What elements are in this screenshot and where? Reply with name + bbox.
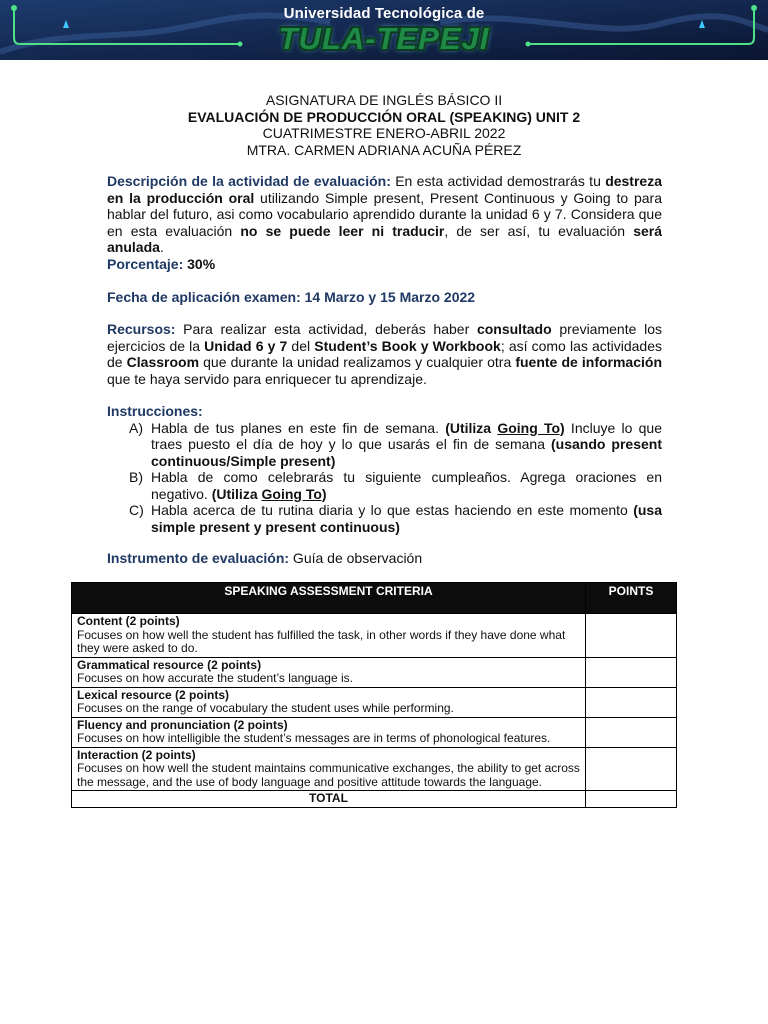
- text: ; así como las actividades de: [107, 337, 663, 370]
- text: Classroom: [126, 354, 200, 370]
- list-marker: B): [129, 469, 143, 485]
- criteria-header: SPEAKING ASSESSMENT CRITERIA: [72, 583, 586, 614]
- criteria-description: Focuses on how accurate the student’s language is.: [77, 671, 353, 685]
- text: Going To): [497, 419, 565, 436]
- criteria-name: Grammatical resource (2 points): [77, 657, 262, 672]
- instructions-label: Instrucciones:: [107, 403, 203, 419]
- text: Incluye lo que traes puesto el día de hoy y lo que usarás el fin de semana: [151, 419, 662, 452]
- list-item: [107, 502, 662, 535]
- instrument-value: Guía de observación: [289, 550, 423, 566]
- text: utilizando Simple present, Present Continuous y Going to para hablar del futuro, asi como vocabulario aprendido durante la unidad 6 y 7. Considera que en esta evaluación: [107, 189, 662, 239]
- teacher-line: MTRA. CARMEN ADRIANA ACUÑA PÉREZ: [246, 141, 522, 158]
- text: no se puede leer ni traducir: [240, 222, 445, 239]
- text: consultado: [476, 321, 552, 337]
- table-row: [72, 747, 677, 791]
- university-logo-text: TULA-TEPEJI: [278, 21, 490, 56]
- document-header: [0, 92, 768, 158]
- text: Habla acerca de tu rutina diaria y lo que estas haciendo en este momento: [151, 502, 634, 518]
- criteria-name: Interaction (2 points): [77, 747, 196, 762]
- description-paragraph: [107, 173, 662, 256]
- criteria-description: Focuses on how well the student has fulfilled the task, in other words if they have done what they were asked to do.: [77, 627, 566, 655]
- text: Going To): [261, 485, 327, 502]
- points-cell[interactable]: [586, 747, 677, 791]
- text: del: [287, 337, 315, 354]
- percentage-value: 30%: [183, 256, 216, 272]
- criteria-cell: [72, 657, 586, 687]
- points-cell[interactable]: [586, 614, 677, 658]
- points-header: POINTS: [586, 583, 677, 614]
- list-item: [107, 420, 662, 470]
- total-points-cell[interactable]: [586, 791, 677, 808]
- table-row: [72, 657, 677, 687]
- table-row: [72, 717, 677, 747]
- criteria-description: Focuses on how intelligible the student’s messages are in terms of phonological features.: [77, 731, 551, 745]
- instrument-label: Instrumento de evaluación:: [107, 550, 290, 566]
- percentage-label: Porcentaje:: [107, 256, 184, 272]
- text: .: [159, 239, 164, 255]
- table-header-row: [72, 583, 677, 614]
- points-cell[interactable]: [586, 717, 677, 747]
- text: Habla de tus planes en este fin de semana.: [151, 419, 446, 436]
- text: Student’s Book y Workbook: [314, 337, 501, 354]
- university-name: Universidad Tecnológica de: [283, 5, 485, 22]
- term-line: CUATRIMESTRE ENERO-ABRIL 2022: [262, 125, 506, 141]
- text: que te haya servido para enriquecer tu aprendizaje.: [107, 370, 427, 387]
- university-banner: [0, 0, 768, 60]
- text: previamente los ejercicios de la: [107, 321, 662, 354]
- criteria-cell: [72, 614, 586, 658]
- criteria-cell: [72, 747, 586, 791]
- text: Unidad 6 y 7: [204, 337, 288, 354]
- description-label: Descripción de la actividad de evaluación:: [107, 173, 391, 189]
- text: (usando present continuous/Simple present): [151, 436, 662, 469]
- subject-line: ASIGNATURA DE INGLÉS BÁSICO II: [265, 92, 503, 108]
- table-total-row: [72, 791, 677, 808]
- criteria-name: Lexical resource (2 points): [77, 687, 230, 702]
- list-item: [107, 469, 662, 502]
- text: En esta actividad demostrarás tu: [390, 173, 606, 189]
- criteria-name: Content (2 points): [77, 614, 180, 628]
- instrument-line: [107, 550, 662, 567]
- text: (usa simple present y present continuous): [151, 502, 662, 535]
- text: que durante la unidad realizamos y cualquier otra: [199, 354, 516, 370]
- criteria-name: Fluency and pronunciation (2 points): [77, 717, 288, 732]
- exam-date-line: [107, 289, 662, 306]
- text: fuente de información: [515, 354, 662, 370]
- points-cell[interactable]: [586, 657, 677, 687]
- criteria-description: Focuses on how well the student maintains communicative exchanges, the ability to get across the message, and the use of body language and positive attitude towards the language.: [77, 761, 580, 789]
- criteria-cell: [72, 717, 586, 747]
- percentage-line: [107, 256, 662, 273]
- text: destreza en la producción oral: [107, 173, 662, 206]
- resources-paragraph: [107, 321, 662, 387]
- criteria-cell: [72, 687, 586, 717]
- instructions-list: [107, 420, 662, 536]
- text: Habla de como celebrarás tu siguiente cumpleaños. Agrega oraciones en negativo.: [151, 469, 662, 502]
- assessment-table: [71, 582, 677, 808]
- criteria-description: Focuses on the range of vocabulary the student uses while performing.: [77, 701, 454, 715]
- instructions-section: [107, 403, 662, 535]
- list-marker: A): [129, 419, 143, 436]
- text: Para realizar esta actividad, deberás haber: [175, 321, 477, 337]
- total-label: TOTAL: [72, 791, 586, 808]
- text: será anulada: [107, 222, 662, 255]
- text: , de ser así, tu evaluación: [444, 222, 634, 239]
- table-row: [72, 687, 677, 717]
- exam-date-label: Fecha de aplicación examen: 14 Marzo y 15 Marzo 2022: [107, 289, 476, 305]
- table-row: [72, 614, 677, 658]
- evaluation-title: EVALUACIÓN DE PRODUCCIÓN ORAL (SPEAKING) UNIT 2: [187, 108, 581, 125]
- points-cell[interactable]: [586, 687, 677, 717]
- list-marker: C): [129, 502, 144, 518]
- resources-label: Recursos:: [107, 321, 176, 337]
- text: (Utiliza: [211, 485, 262, 502]
- text: (Utiliza: [445, 419, 498, 436]
